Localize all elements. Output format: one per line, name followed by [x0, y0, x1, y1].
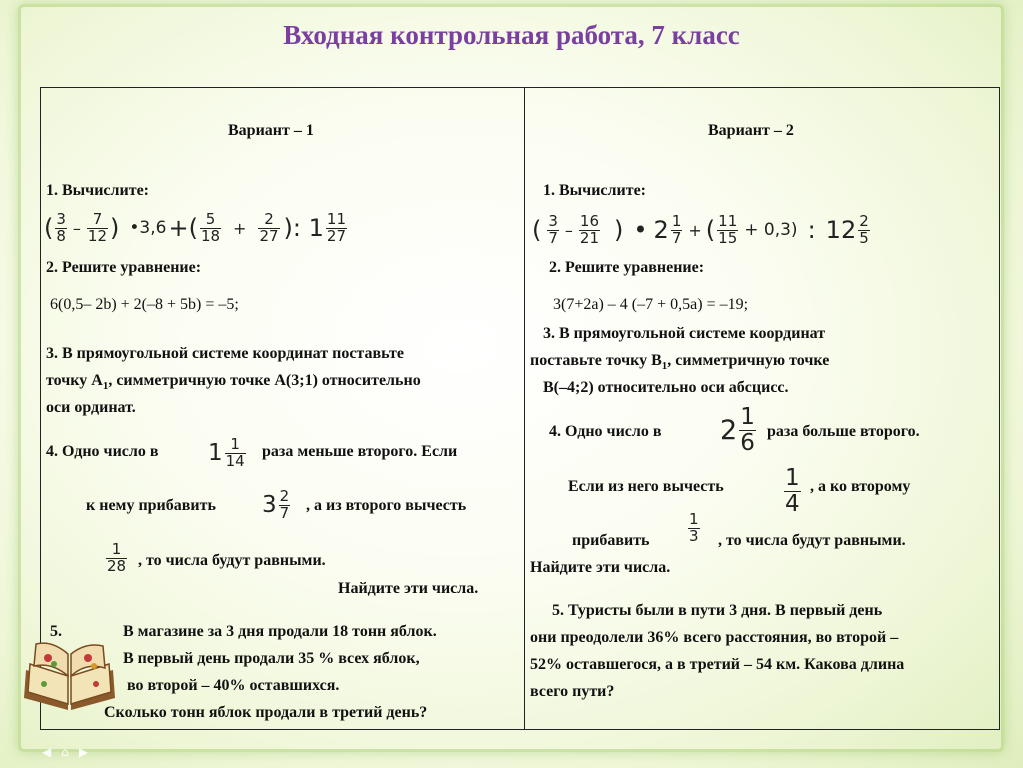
- v1-q4-line1a: 4. Одно число в: [46, 443, 159, 460]
- v2-q4-line1a: 4. Одно число в: [549, 423, 662, 440]
- v1-q3-line2: точку $А_1$, симметричную точке А(3;1) относительно: [46, 372, 421, 393]
- v2-q5-line3: 52% оставшегося, а в третий – 54 км. Какова длина: [530, 656, 905, 673]
- slide-navigation: [42, 742, 88, 762]
- v2-q2-label: 2. Решите уравнение:: [549, 259, 705, 276]
- v2-q4-mixed-fraction: 2 $\frac{1}{6}$: [720, 404, 755, 456]
- v2-q3-line2: поставьте точку $В_1$, симметричную точке: [530, 352, 830, 373]
- v1-q5-number: 5.: [50, 623, 62, 640]
- forward-icon[interactable]: ▶: [78, 745, 89, 759]
- v2-q4-line4: Найдите эти числа.: [530, 559, 671, 576]
- home-icon[interactable]: ⌂: [61, 745, 69, 759]
- v2-q4-line3b: , то числа будут равными.: [718, 532, 906, 549]
- v1-q4-line3: , то числа будут равными.: [138, 552, 326, 569]
- v2-q5-line4: всего пути?: [530, 683, 615, 700]
- open-book-icon: [22, 640, 117, 712]
- fraction: $\frac{2}{27}$: [259, 209, 279, 245]
- v2-q5-line1: 5. Туристы были в пути 3 дня. В первый день: [552, 602, 883, 619]
- v1-q5-line2: В первый день продали 35 % всех яблок,: [123, 650, 420, 667]
- fraction: $\frac{7}{12}$: [87, 209, 108, 245]
- back-icon[interactable]: ◀: [42, 745, 52, 759]
- v1-q4-line4: Найдите эти числа.: [338, 580, 479, 597]
- v2-q4-line1b: раза больше второго.: [767, 423, 920, 440]
- v2-q3-line1: 3. В прямоугольной системе координат: [543, 325, 826, 342]
- v2-q3-line3: В(–4;2) относительно оси абсцисс.: [543, 379, 789, 396]
- v2-q4-line2b: , а ко второму: [810, 478, 911, 495]
- v1-q4-mixed-fraction-1: 1 $\frac{1}{14}$: [208, 434, 245, 470]
- v1-q1-expression: ( $\frac{3}{8}$ – $\frac{7}{12}$ ) •3,6 +( $\frac{5}{18}$ + $\frac{2}{27}$ ): 1 $\frac{11}{27}$: [44, 209, 346, 245]
- v1-q5-line4: Сколько тонн яблок продали в третий день?: [104, 704, 428, 721]
- v1-q4-line1b: раза меньше второго. Если: [262, 443, 458, 460]
- v2-q5-line2: они преодолели 36% всего расстояния, во второй –: [530, 629, 899, 646]
- v2-q2-equation: 3(7+2a) – 4 (–7 + 0,5a) = –19;: [553, 296, 749, 313]
- v2-q4-line2a: Если из него вычесть: [568, 478, 724, 495]
- v1-q1-label: 1. Вычислите:: [46, 182, 149, 199]
- variant1-heading: Вариант – 1: [228, 122, 314, 139]
- v1-q4-line2a: к нему прибавить: [86, 497, 216, 514]
- v2-q4-fraction-2: $\frac{1}{4}$: [785, 465, 800, 517]
- v2-q1-expression: ( $\frac{3}{7}$ – $\frac{16}{21}$ ) • 2 $\frac{1}{7}$ + ( $\frac{11}{15}$ + 0,3) : 12 $\frac{2}{5}$: [532, 211, 869, 247]
- v1-q4-mixed-fraction-2: 3 $\frac{2}{7}$: [262, 486, 290, 522]
- v2-q4-line3a: прибавить: [572, 532, 650, 549]
- v1-q4-fraction-3: $\frac{1}{28}$: [107, 539, 127, 575]
- v1-q5-line1: В магазине за 3 дня продали 18 тонн яблок.: [123, 623, 437, 640]
- fraction: $\frac{5}{18}$: [200, 209, 221, 245]
- v1-q2-equation: 6(0,5– 2b) + 2(–8 + 5b) = –5;: [50, 296, 239, 313]
- fraction: $\frac{3}{8}$: [56, 209, 66, 245]
- v1-q5-line3: во второй – 40% оставшихся.: [127, 677, 340, 694]
- page-title: Входная контрольная работа, 7 класс: [283, 20, 740, 50]
- fraction: $\frac{11}{27}$: [326, 209, 346, 245]
- v1-q4-line2b: , а из второго вычесть: [306, 497, 467, 514]
- variant2-heading: Вариант – 2: [708, 122, 794, 139]
- v2-q4-fraction-3: $\frac{1}{3}$: [689, 509, 699, 545]
- v1-q3-line3: оси ординат.: [46, 399, 136, 416]
- v2-q1-label: 1. Вычислите:: [543, 182, 646, 199]
- table-divider: [524, 87, 525, 730]
- v1-q3-line1: 3. В прямоугольной системе координат поставьте: [46, 345, 404, 362]
- v1-q2-label: 2. Решите уравнение:: [46, 259, 202, 276]
